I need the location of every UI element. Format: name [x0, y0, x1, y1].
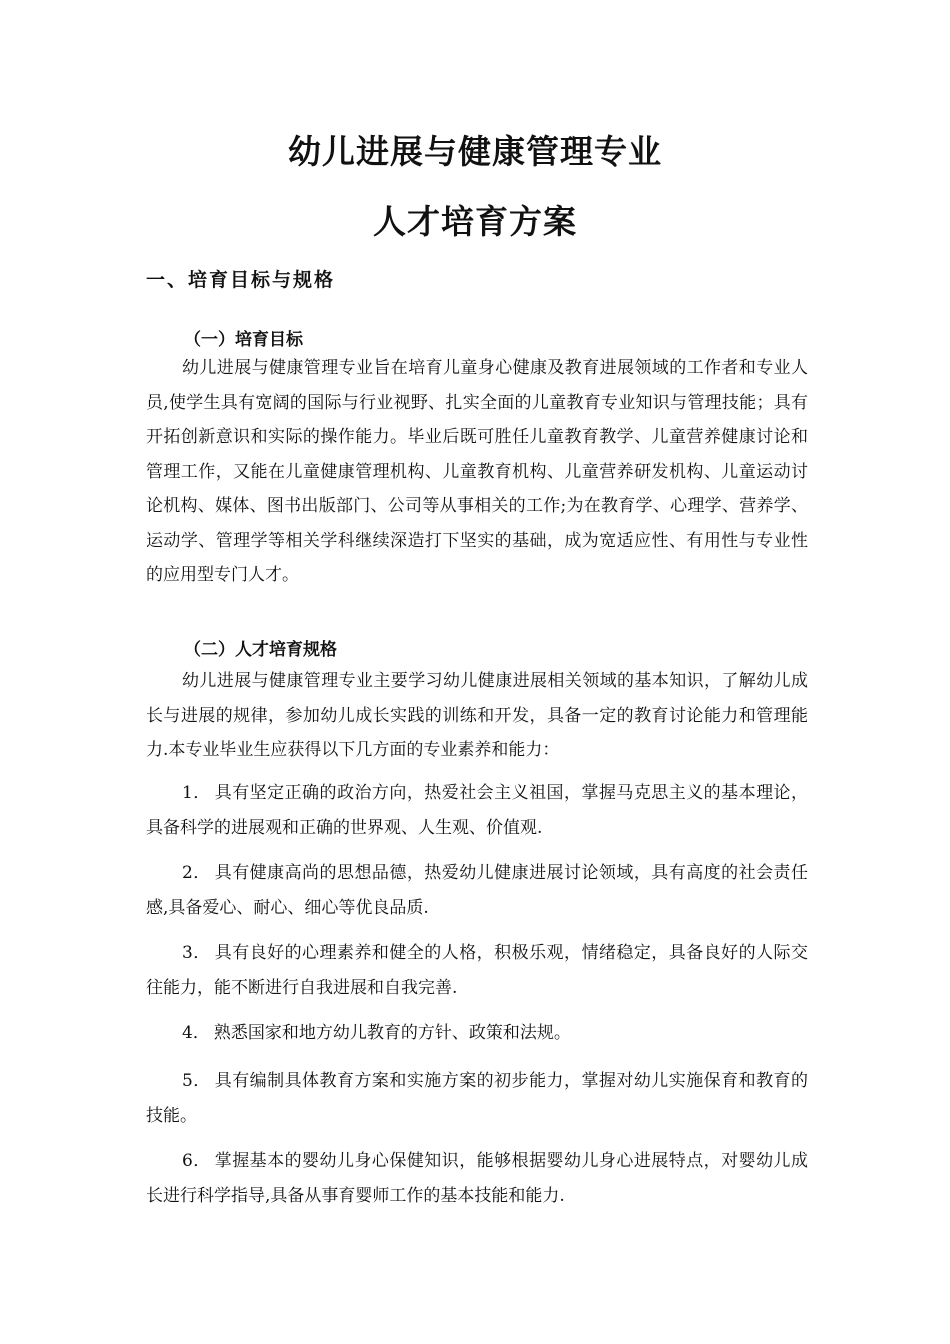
list-item-number: 3．	[182, 943, 211, 963]
list-item-text: 掌握基本的婴幼儿身心保健知识，能够根据婴幼儿身心进展特点，对婴幼儿成长进行科学指导,具备从事育婴师工作的基本技能和能力.	[146, 1151, 808, 1206]
list-item-text: 具有编制具体教育方案和实施方案的初步能力，掌握对幼儿实施保育和教育的技能。	[146, 1071, 808, 1126]
list-item-number: 1．	[182, 783, 211, 803]
subsection-heading-talent-spec: （二）人才培育规格	[184, 640, 337, 660]
list-item	[146, 1144, 808, 1214]
list-item-text: 具有坚定正确的政治方向，热爱社会主义祖国，掌握马克思主义的基本理论，具备科学的进展观和正确的世界观、人生观、价值观.	[146, 783, 808, 838]
list-item-text: 具有良好的心理素养和健全的人格，积极乐观，情绪稳定，具备良好的人际交往能力，能不断进行自我进展和自我完善.	[146, 943, 808, 998]
list-item-text: 具有健康高尚的思想品德，热爱幼儿健康进展讨论领域，具有高度的社会责任感,具备爱心、耐心、细心等优良品质.	[146, 863, 808, 918]
section-heading: 一、培育目标与规格	[146, 269, 336, 291]
list-item-number: 6．	[182, 1151, 211, 1171]
talent-spec-paragraph: 幼儿进展与健康管理专业主要学习幼儿健康进展相关领域的基本知识，了解幼儿成长与进展的规律，参加幼儿成长实践的训练和开发，具备一定的教育讨论能力和管理能力.本专业毕业生应获得以下几方面的专业素养和能力：	[146, 671, 808, 760]
document-title: 幼儿进展与健康管理专业	[288, 132, 662, 171]
document-subtitle: 人才培育方案	[373, 202, 577, 241]
list-item	[146, 1064, 808, 1134]
list-item-number: 2．	[182, 863, 211, 883]
list-item-number: 4．	[182, 1023, 210, 1043]
list-item	[146, 1016, 808, 1051]
list-item	[146, 856, 808, 926]
training-goal-paragraph: 幼儿进展与健康管理专业旨在培育儿童身心健康及教育进展领域的工作者和专业人员,使学生具有宽阔的国际与行业视野、扎实全面的儿童教育专业知识与管理技能；具有开拓创新意识和实际的操作能力。毕业后既可胜任儿童教育教学、儿童营养健康讨论和管理工作，又能在儿童健康管理机构、儿童教育机构、儿童营养研发机构、儿童运动讨论机构、媒体、图书出版部门、公司等从事相关的工作;为在教育学、心理学、营养学、运动学、管理学等相关学科继续深造打下坚实的基础，成为宽适应性、有用性与专业性的应用型专门人才。	[146, 358, 808, 585]
list-item	[146, 936, 808, 1006]
subsection-heading-training-goal: （一）培育目标	[184, 330, 303, 350]
list-item-number: 5．	[182, 1071, 211, 1091]
list-item	[146, 776, 808, 846]
list-item-text: 熟悉国家和地方幼儿教育的方针、政策和法规。	[213, 1023, 571, 1043]
